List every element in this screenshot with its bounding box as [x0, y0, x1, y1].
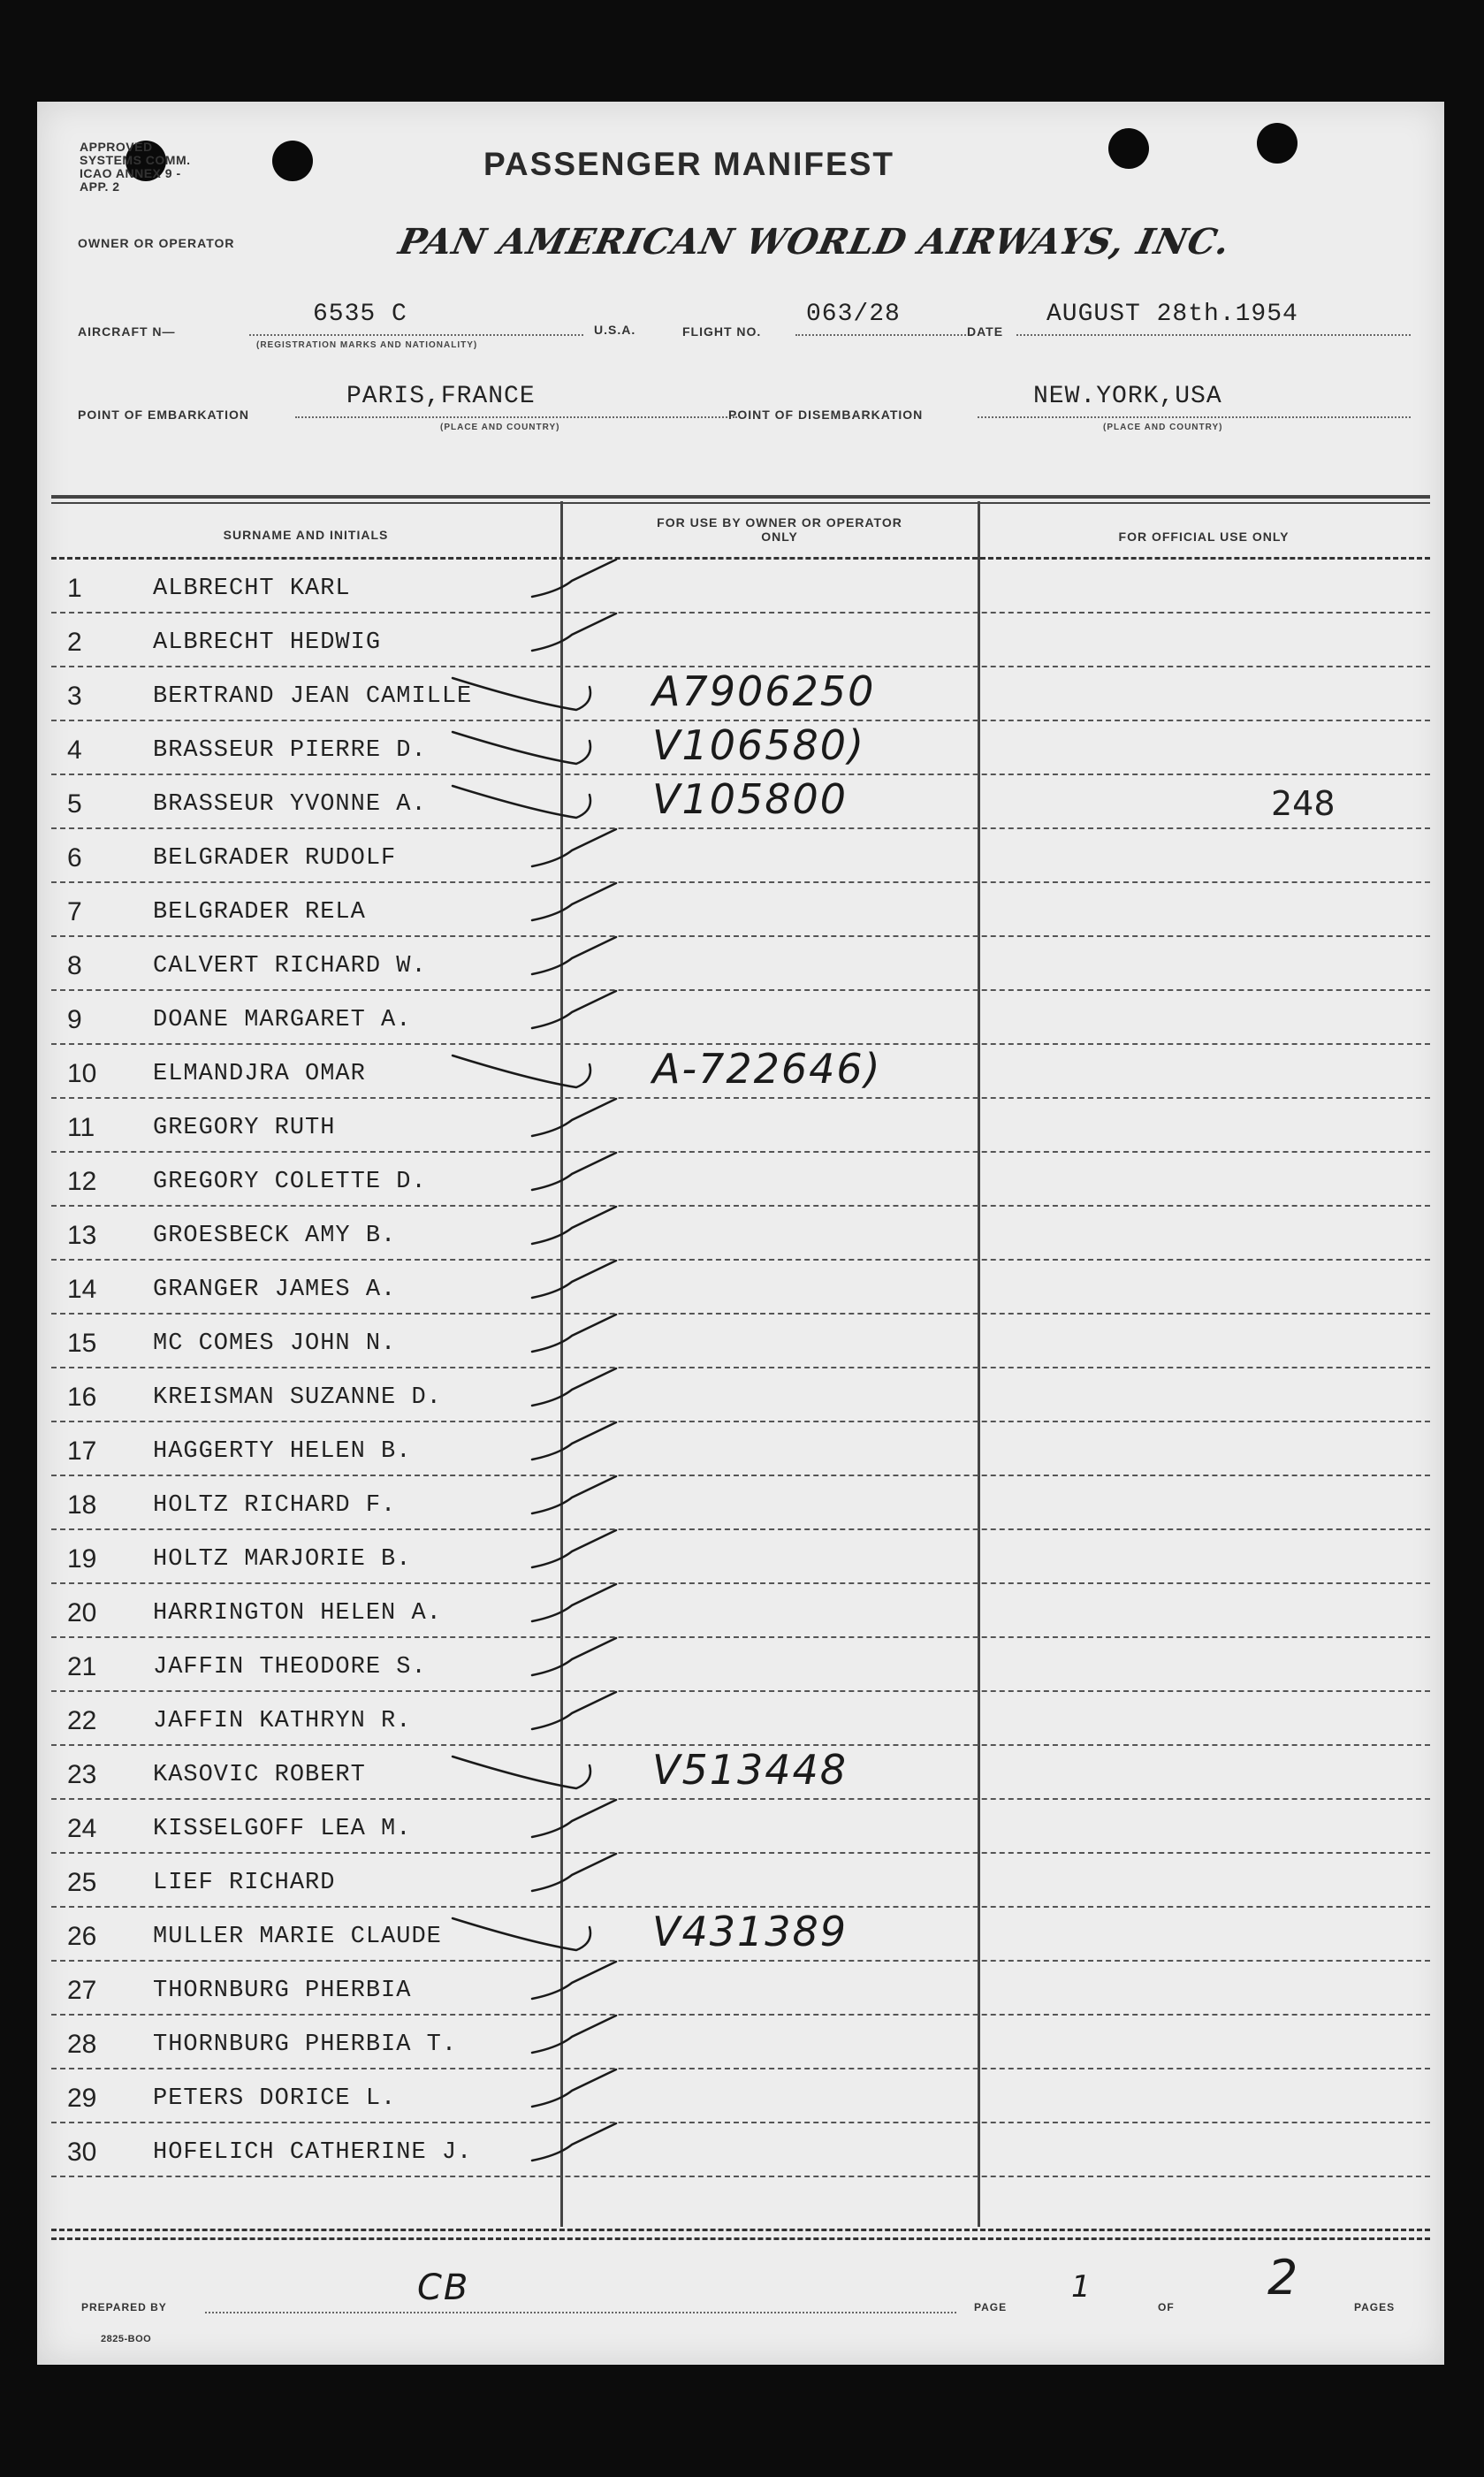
check-mark: [532, 614, 616, 651]
passenger-name: HOFELICH CATHERINE J.: [153, 2139, 473, 2166]
owner-note: V513448: [652, 1746, 849, 1794]
aircraft-caption: (REGISTRATION MARKS AND NATIONALITY): [256, 340, 478, 350]
aircraft-label: AIRCRAFT N—: [78, 324, 176, 339]
check-marks: [37, 102, 1444, 2365]
check-mark: [532, 937, 616, 974]
check-mark: [532, 991, 616, 1028]
passenger-name: ELMANDJRA OMAR: [153, 1061, 366, 1087]
owner-note: V105800: [652, 775, 849, 823]
passenger-name: KREISMAN SUZANNE D.: [153, 1384, 442, 1411]
passenger-name: PETERS DORICE L.: [153, 2085, 397, 2112]
passenger-name: LIEF RICHARD: [153, 1870, 336, 1896]
row-number: 28: [67, 2030, 97, 2059]
row-number: 21: [67, 1652, 97, 1681]
owner-note: A7906250: [652, 667, 876, 715]
prepared-by-label: PREPARED BY: [81, 2301, 167, 2313]
flight-value: 063/28: [806, 301, 901, 328]
passenger-name: BERTRAND JEAN CAMILLE: [153, 683, 473, 710]
row-number: 27: [67, 1976, 97, 2005]
check-mark: [532, 1099, 616, 1136]
row-number: 9: [67, 1005, 82, 1034]
page-total: 2: [1267, 2250, 1300, 2306]
passenger-name: GREGORY RUTH: [153, 1115, 336, 1141]
check-mark: [453, 732, 590, 764]
check-mark: [532, 1962, 616, 1999]
passenger-name: JAFFIN THEODORE S.: [153, 1654, 427, 1681]
manifest-sheet: [37, 102, 1444, 2365]
passenger-name: BRASSEUR YVONNE A.: [153, 791, 427, 818]
passenger-name: BRASSEUR PIERRE D.: [153, 737, 427, 764]
row-number: 22: [67, 1706, 97, 1735]
passenger-name: GREGORY COLETTE D.: [153, 1169, 427, 1195]
page-title: PASSENGER MANIFEST: [483, 146, 894, 182]
flight-label: FLIGHT NO.: [682, 324, 762, 339]
passenger-name: GRANGER JAMES A.: [153, 1277, 397, 1303]
usa-label: U.S.A.: [594, 323, 636, 337]
row-number: 18: [67, 1490, 97, 1520]
check-mark: [532, 883, 616, 920]
passenger-name: GROESBECK AMY B.: [153, 1223, 397, 1249]
check-mark: [532, 1800, 616, 1837]
row-number: 12: [67, 1167, 97, 1196]
form-code: 2825-BOO: [101, 2334, 152, 2344]
check-mark: [532, 2123, 616, 2161]
check-mark: [532, 1315, 616, 1352]
row-number: 30: [67, 2138, 97, 2167]
row-number: 4: [67, 735, 82, 765]
pages-label: PAGES: [1354, 2301, 1396, 2313]
row-number: 5: [67, 789, 82, 819]
passenger-name: BELGRADER RELA: [153, 899, 366, 926]
of-label: OF: [1158, 2301, 1175, 2313]
embarkation-label: POINT OF EMBARKATION: [78, 408, 249, 422]
embarkation-value: PARIS,FRANCE: [346, 383, 536, 410]
row-number: 17: [67, 1437, 97, 1466]
passenger-name: JAFFIN KATHRYN R.: [153, 1708, 412, 1734]
passenger-name: MC COMES JOHN N.: [153, 1330, 397, 1357]
row-number: 25: [67, 1868, 97, 1897]
row-number: 7: [67, 897, 82, 926]
disembarkation-label: POINT OF DISEMBARKATION: [728, 408, 924, 422]
check-mark: [453, 678, 590, 710]
prepared-by-initials: CB: [417, 2267, 470, 2308]
check-mark: [532, 1530, 616, 1567]
check-mark: [453, 1918, 590, 1950]
check-mark: [532, 1261, 616, 1298]
check-mark: [532, 1476, 616, 1513]
operator-name: PAN AMERICAN WORLD AIRWAYS, INC.: [395, 221, 1235, 263]
passenger-name: THORNBURG PHERBIA: [153, 1978, 412, 2004]
check-mark: [532, 1638, 616, 1675]
check-mark: [532, 829, 616, 866]
row-number: 8: [67, 951, 82, 980]
approval-stamp: APPROVED SYSTEMS COMM. ICAO ANNEX 9 - APP. 2: [80, 140, 191, 194]
row-number: 3: [67, 682, 82, 711]
check-mark: [532, 1422, 616, 1460]
row-number: 26: [67, 1922, 97, 1951]
disembarkation-caption: (PLACE AND COUNTRY): [1103, 423, 1223, 432]
passenger-name: HARRINGTON HELEN A.: [153, 1600, 442, 1627]
owner-label: OWNER OR OPERATOR: [78, 236, 235, 250]
row-number: 23: [67, 1760, 97, 1789]
page-label: PAGE: [974, 2301, 1008, 2313]
column-header-official-use: FOR OFFICIAL USE ONLY: [1118, 530, 1290, 544]
check-mark: [453, 1056, 590, 1087]
row-number: 2: [67, 628, 82, 657]
check-mark: [532, 1153, 616, 1190]
passenger-name: HOLTZ MARJORIE B.: [153, 1546, 412, 1573]
column-header-surname: SURNAME AND INITIALS: [223, 528, 389, 542]
check-mark: [532, 1207, 616, 1244]
passenger-name: KISSELGOFF LEA M.: [153, 1816, 412, 1842]
column-header-owner-use: FOR USE BY OWNER OR OPERATOR ONLY: [657, 515, 902, 544]
check-mark: [532, 1584, 616, 1621]
check-mark: [532, 2069, 616, 2107]
date-label: DATE: [967, 324, 1004, 339]
owner-note: A-722646): [652, 1045, 882, 1093]
page-number: 1: [1071, 2269, 1092, 2305]
row-number: 16: [67, 1383, 97, 1412]
passenger-name: HOLTZ RICHARD F.: [153, 1492, 397, 1519]
owner-note: V106580): [652, 721, 866, 769]
check-mark: [453, 786, 590, 818]
passenger-name: DOANE MARGARET A.: [153, 1007, 412, 1033]
passenger-name: MULLER MARIE CLAUDE: [153, 1924, 442, 1950]
row-number: 11: [67, 1113, 95, 1142]
row-number: 20: [67, 1598, 97, 1627]
passenger-name: BELGRADER RUDOLF: [153, 845, 397, 872]
check-mark: [453, 1757, 590, 1788]
official-note: 248: [1271, 784, 1336, 823]
passenger-name: KASOVIC ROBERT: [153, 1762, 366, 1788]
passenger-name: CALVERT RICHARD W.: [153, 953, 427, 979]
owner-note: V431389: [652, 1908, 849, 1955]
check-mark: [532, 1692, 616, 1729]
check-mark: [532, 2016, 616, 2053]
row-number: 19: [67, 1544, 97, 1574]
check-mark: [532, 560, 616, 597]
disembarkation-value: NEW.YORK,USA: [1033, 383, 1222, 410]
row-number: 15: [67, 1329, 97, 1358]
row-number: 1: [67, 574, 82, 603]
row-number: 14: [67, 1275, 97, 1304]
aircraft-value: 6535 C: [313, 301, 407, 328]
passenger-name: THORNBURG PHERBIA T.: [153, 2031, 458, 2058]
check-mark: [532, 1368, 616, 1406]
passenger-name: ALBRECHT HEDWIG: [153, 629, 382, 656]
row-number: 29: [67, 2084, 97, 2113]
passenger-name: HAGGERTY HELEN B.: [153, 1438, 412, 1465]
embarkation-caption: (PLACE AND COUNTRY): [440, 423, 560, 432]
date-value: AUGUST 28th.1954: [1046, 301, 1298, 328]
row-number: 10: [67, 1059, 97, 1088]
row-number: 13: [67, 1221, 97, 1250]
row-number: 6: [67, 843, 82, 873]
check-mark: [532, 1854, 616, 1891]
passenger-name: ALBRECHT KARL: [153, 575, 351, 602]
row-number: 24: [67, 1814, 97, 1843]
